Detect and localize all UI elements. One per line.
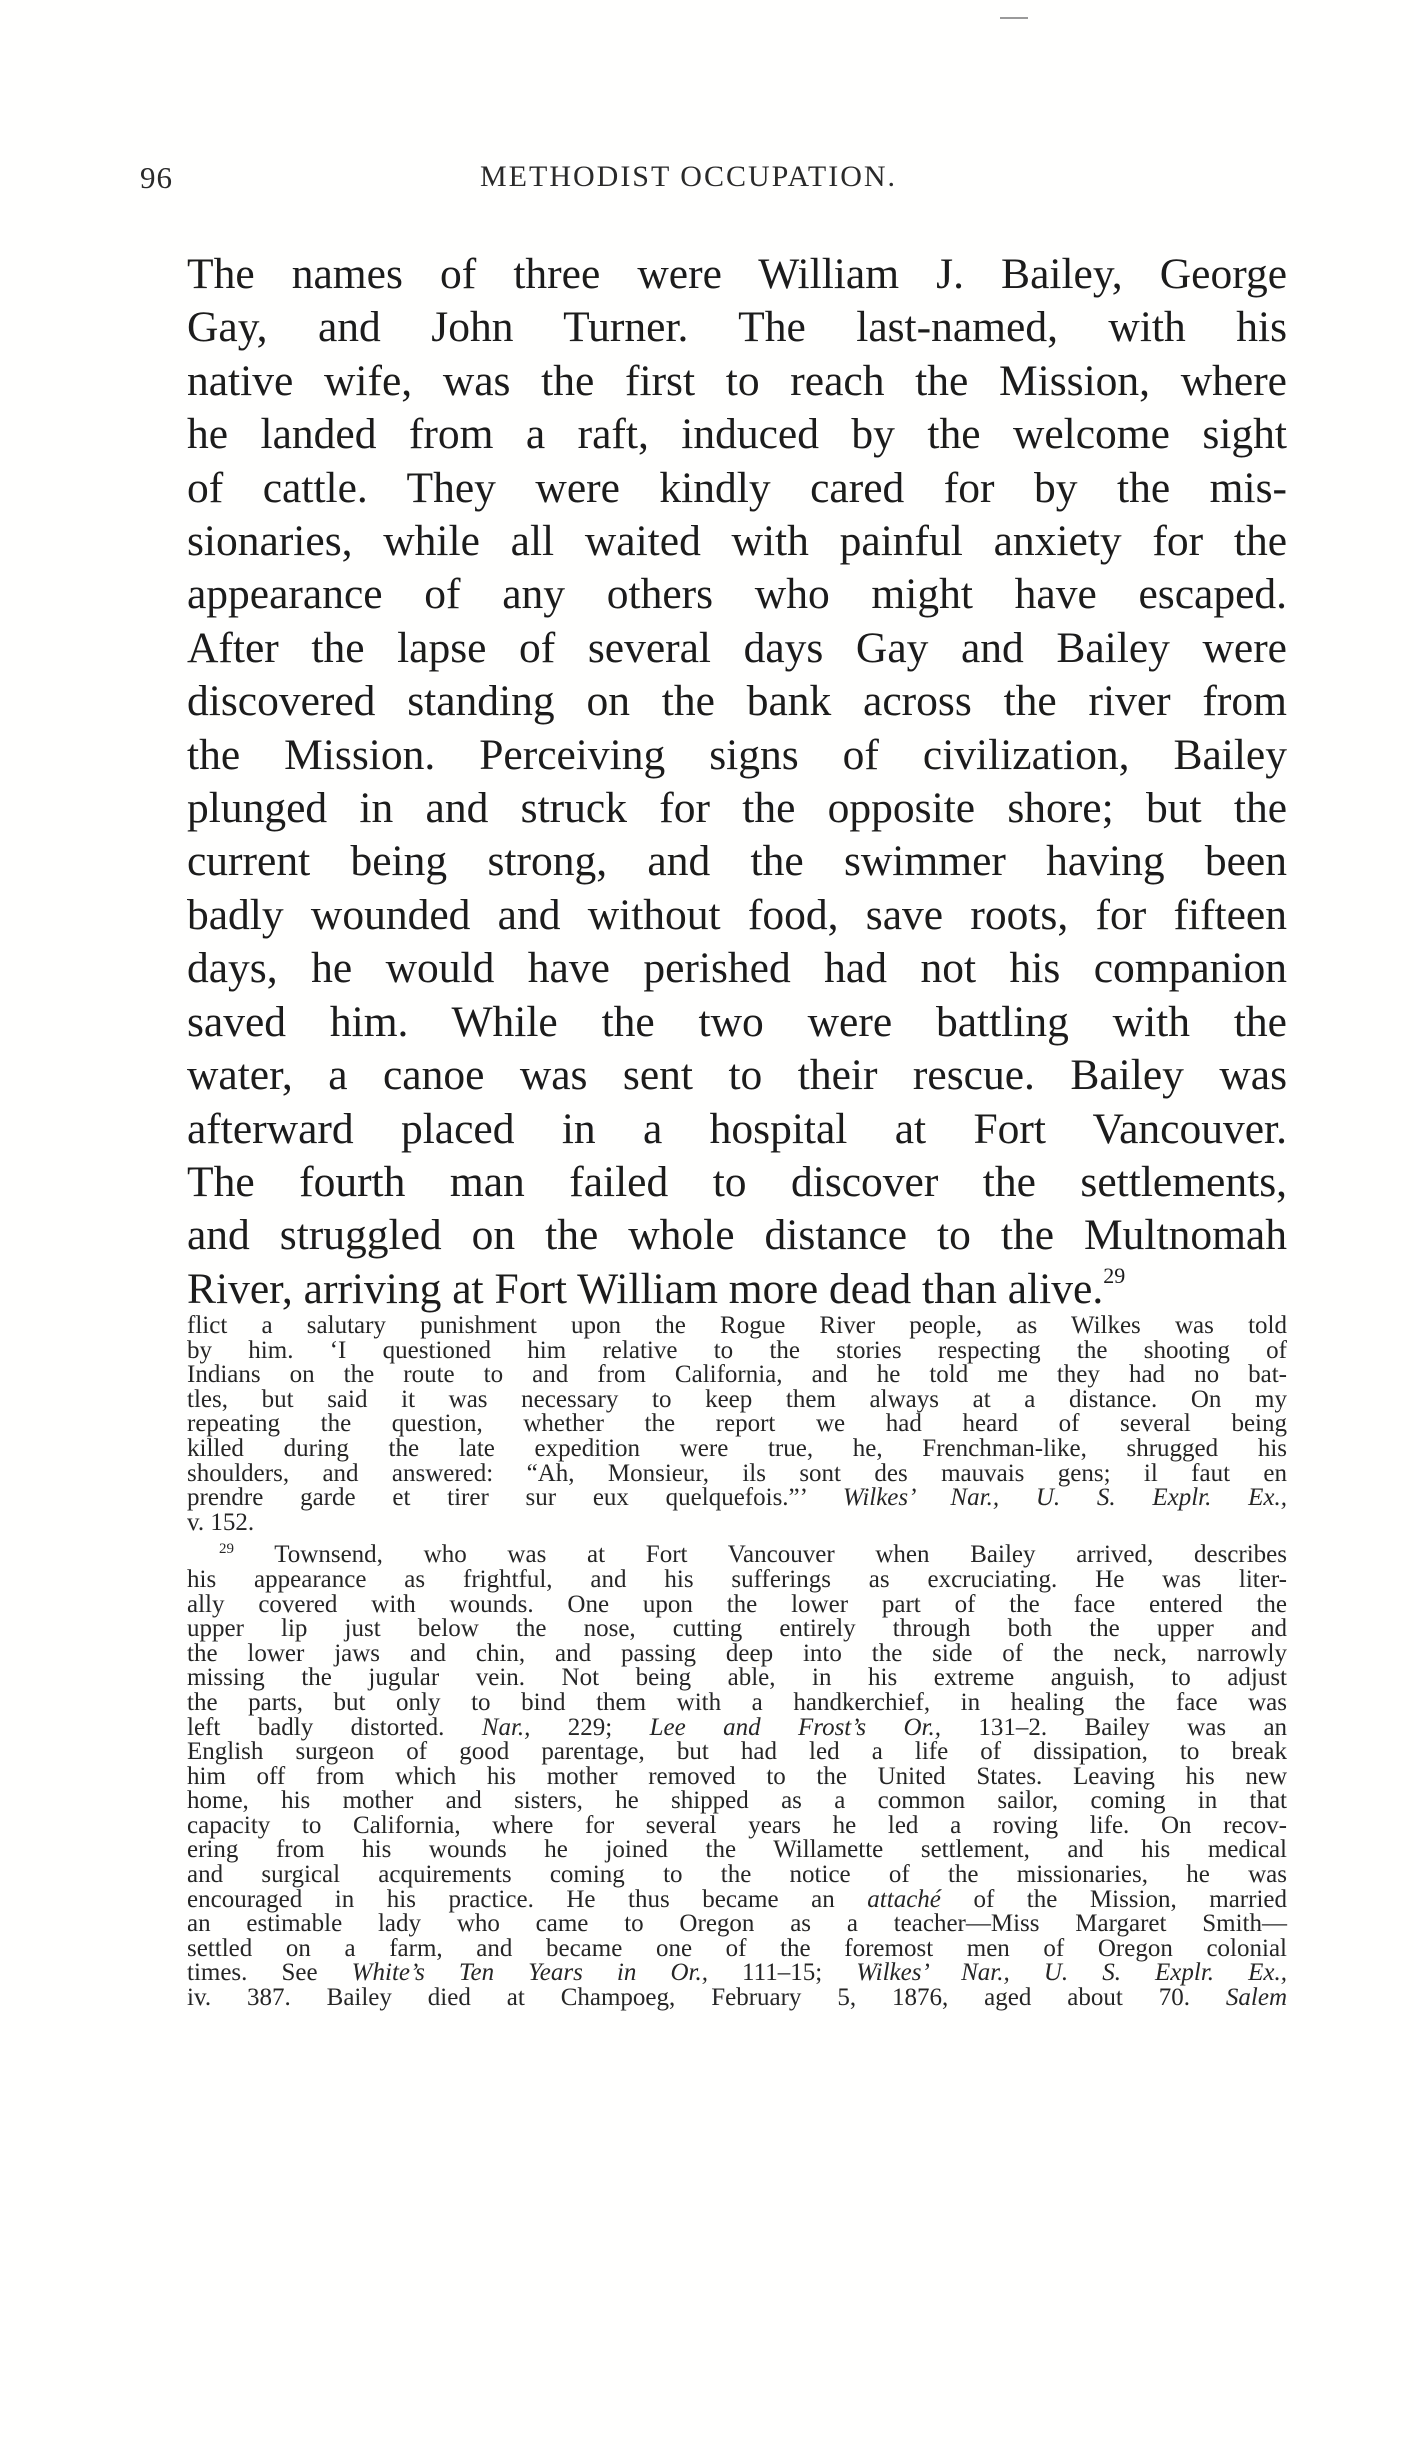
- footnote-line: [187, 1986, 1287, 2011]
- footnote-line: flict a salutary punishment upon the Rogue River people, as Wilkes was told: [187, 1312, 1287, 1339]
- footnote-line: ally covered with wounds. One upon the lower part of the face entered the: [187, 1590, 1287, 1618]
- body-line: native wife, was the first to reach the Mission, where: [187, 356, 1287, 405]
- footnote-line: [187, 1486, 1287, 1511]
- footnote-29-first-line: [187, 1543, 1287, 1568]
- body-line: plunged in and struck for the opposite shore; but the: [187, 784, 1287, 833]
- body-line: Gay, and John Turner. The last-named, with his: [187, 303, 1287, 352]
- footnote-line: the lower jaws and chin, and passing deep into the side of the neck, narrowly: [187, 1639, 1287, 1667]
- footnote-line: English surgeon of good parentage, but had led a life of dissipation, to break: [187, 1738, 1287, 1766]
- page-number: 96: [140, 160, 173, 195]
- footnote-line: an estimable lady who came to Oregon as a teacher—Miss Margaret Smith—: [187, 1910, 1287, 1938]
- body-line: The names of three were William J. Bailey, George: [187, 250, 1287, 298]
- body-line: of cattle. They were kindly cared for by the mis-: [187, 463, 1287, 512]
- footnote-text: iv. 387. Bailey died at Champoeg, February 5, 1876, aged about 70.: [187, 1984, 1190, 2012]
- citation-title: Salem: [1225, 1984, 1288, 2012]
- footnote-line: [187, 1885, 1288, 1913]
- footnote-line: [187, 1713, 1288, 1741]
- footnote-line: repeating the question, whether the report we had heard of several being: [187, 1410, 1287, 1438]
- footnote-text: left badly distorted.: [187, 1713, 445, 1741]
- running-title: METHODIST OCCUPATION.: [480, 160, 898, 193]
- footnote-line: v. 152.: [187, 1508, 255, 1536]
- footnote-line: him off from which his mother removed to the United States. Leaving his new: [187, 1762, 1287, 1790]
- footnote-number: 29: [219, 1541, 234, 1558]
- footnote-line: missing the jugular vein. Not being able, in his extreme anguish, to adjust: [187, 1664, 1287, 1692]
- footnote-text: 229;: [567, 1713, 613, 1741]
- footnote-text: 131–2. Bailey was an: [978, 1713, 1288, 1741]
- body-line: appearance of any others who might have escaped.: [187, 570, 1287, 619]
- footnote-text: times. See: [187, 1959, 318, 1987]
- body-line: he landed from a raft, induced by the welcome sight: [187, 410, 1287, 459]
- footnote-line: [187, 1961, 1287, 1986]
- footnote-text: prendre garde et tirer sur eux quelquefois.”’: [187, 1484, 807, 1512]
- body-line: discovered standing on the bank across the river from: [187, 677, 1287, 726]
- footnote-reference-29[interactable]: 29: [1103, 1262, 1126, 1288]
- footnote-line: settled on a farm, and became one of the foremost men of Oregon colonial: [187, 1934, 1287, 1962]
- body-line: the Mission. Perceiving signs of civilization, Bailey: [187, 730, 1287, 779]
- footnote-text: encouraged in his practice. He thus became an: [187, 1885, 835, 1913]
- body-line: current being strong, and the swimmer having been: [187, 837, 1287, 886]
- body-line-last: [187, 1263, 1287, 1316]
- body-line: After the lapse of several days Gay and Bailey were: [187, 623, 1287, 672]
- footnote-line: Indians on the route to and from California, and he told me they had no bat-: [187, 1361, 1287, 1389]
- body-line: The fourth man failed to discover the settlements,: [187, 1157, 1287, 1206]
- page-header: [125, 160, 1295, 200]
- footnote-line: capacity to California, where for several years he led a roving life. On recov-: [187, 1811, 1287, 1839]
- body-line: sionaries, while all waited with painful anxiety for the: [187, 517, 1287, 566]
- footnote-line: his appearance as frightful, and his sufferings as excruciating. He was liter-: [187, 1565, 1287, 1593]
- body-line-text: River, arriving at Fort William more dead than alive.: [187, 1264, 1104, 1313]
- body-line: badly wounded and without food, save roots, for fifteen: [187, 890, 1287, 939]
- citation-title: White’s Ten Years in Or.,: [351, 1959, 708, 1987]
- footnote-line: and surgical acquirements coming to the notice of the missionaries, he was: [187, 1861, 1287, 1889]
- footnote-line: by him. ‘I questioned him relative to the stories respecting the shooting of: [187, 1336, 1287, 1364]
- footnote-line: tles, but said it was necessary to keep them always at a distance. On my: [187, 1385, 1287, 1413]
- citation-title: Lee and Frost’s Or.,: [649, 1713, 941, 1741]
- footnote-line: upper lip just below the nose, cutting entirely through both the upper and: [187, 1615, 1287, 1643]
- footnote-line: killed during the late expedition were true, he, Frenchman-like, shrugged his: [187, 1434, 1287, 1462]
- italic-term: attaché: [867, 1885, 941, 1913]
- corner-mark: [1000, 17, 1028, 19]
- body-line: afterward placed in a hospital at Fort Vancouver.: [187, 1104, 1287, 1153]
- main-paragraph: [187, 248, 1287, 1316]
- citation-title: Nar.,: [481, 1713, 531, 1741]
- citation-title: Wilkes’ Nar., U. S. Explr. Ex.,: [842, 1484, 1287, 1512]
- footnotes: [187, 1314, 1287, 2011]
- footnote-text: Townsend, who was at Fort Vancouver when Bailey arrived, describes: [274, 1541, 1287, 1569]
- footnote-text: 111–15;: [742, 1959, 823, 1987]
- body-line: water, a canoe was sent to their rescue. Bailey was: [187, 1051, 1287, 1100]
- footnote-line: home, his mother and sisters, he shipped as a common sailor, coming in that: [187, 1787, 1287, 1815]
- footnote-line: shoulders, and answered: “Ah, Monsieur, ils sont des mauvais gens; il faut en: [187, 1459, 1287, 1487]
- citation-title: Wilkes’ Nar., U. S. Explr. Ex.,: [856, 1959, 1287, 1987]
- body-line: and struggled on the whole distance to the Multnomah: [187, 1211, 1287, 1260]
- footnote-line: ering from his wounds he joined the Willamette settlement, and his medical: [187, 1836, 1287, 1864]
- footnote-line: the parts, but only to bind them with a handkerchief, in healing the face was: [187, 1688, 1287, 1716]
- body-line: saved him. While the two were battling with the: [187, 997, 1287, 1046]
- body-line: days, he would have perished had not his companion: [187, 944, 1287, 993]
- footnote-text: of the Mission, married: [973, 1885, 1288, 1913]
